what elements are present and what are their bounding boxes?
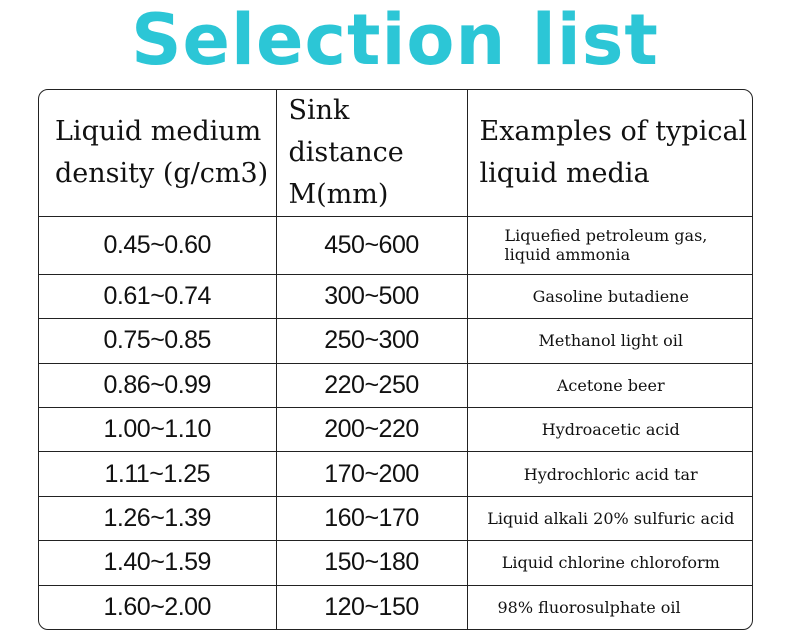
sink-distance-cell: 220~250 <box>276 363 467 407</box>
header-density-line-1: Liquid medium <box>55 116 262 147</box>
media-cell: Liquid chlorine chloroform <box>467 541 753 585</box>
media-cell: Acetone beer <box>467 363 753 407</box>
density-cell: 1.40~1.59 <box>39 541 276 585</box>
sink-distance-cell: 300~500 <box>276 274 467 318</box>
table-row <box>39 363 753 407</box>
sink-distance-cell: 150~180 <box>276 541 467 585</box>
media-cell: Methanol light oil <box>467 319 753 363</box>
header-row <box>39 90 753 217</box>
density-cell: 1.00~1.10 <box>39 408 276 452</box>
table-row <box>39 452 753 496</box>
density-cell: 1.60~2.00 <box>39 585 276 629</box>
header-sink-line-2: M(mm) <box>288 179 389 210</box>
table-row <box>39 217 753 275</box>
sink-distance-cell: 160~170 <box>276 496 467 540</box>
table-row <box>39 319 753 363</box>
density-cell: 1.11~1.25 <box>39 452 276 496</box>
header-sink-distance <box>276 90 467 217</box>
density-cell: 0.86~0.99 <box>39 363 276 407</box>
table-row <box>39 408 753 452</box>
table-row <box>39 274 753 318</box>
header-sink-line-1: Sink distance <box>288 95 404 168</box>
sink-distance-cell: 200~220 <box>276 408 467 452</box>
media-line-2: liquid ammonia <box>504 245 631 265</box>
media-cell: 98% fluorosulphate oil <box>497 597 681 617</box>
media-cell: Gasoline butadiene <box>467 274 753 318</box>
header-density-line-2: density (g/cm3) <box>55 158 269 189</box>
header-density <box>39 90 276 217</box>
density-cell: 0.45~0.60 <box>39 217 276 275</box>
table-row <box>39 541 753 585</box>
sink-distance-cell: 450~600 <box>276 217 467 275</box>
media-cell <box>467 217 753 275</box>
table-row <box>39 496 753 540</box>
table-row <box>39 585 753 629</box>
density-cell: 0.75~0.85 <box>39 319 276 363</box>
header-examples-line-2: liquid media <box>479 158 650 189</box>
sink-distance-cell: 170~200 <box>276 452 467 496</box>
header-examples-line-1: Examples of typical <box>479 116 748 147</box>
media-line-1: Liquefied petroleum gas, <box>504 226 708 246</box>
media-cell: Hydrochloric acid tar <box>467 452 753 496</box>
media-cell: Liquid alkali 20% sulfuric acid <box>467 496 753 540</box>
density-cell: 1.26~1.39 <box>39 496 276 540</box>
selection-table <box>38 89 753 630</box>
density-cell: 0.61~0.74 <box>39 274 276 318</box>
header-examples <box>467 90 753 217</box>
page-title: Selection list <box>131 0 659 81</box>
media-cell: Hydroacetic acid <box>467 408 753 452</box>
sink-distance-cell: 250~300 <box>276 319 467 363</box>
sink-distance-cell: 120~150 <box>276 585 467 629</box>
